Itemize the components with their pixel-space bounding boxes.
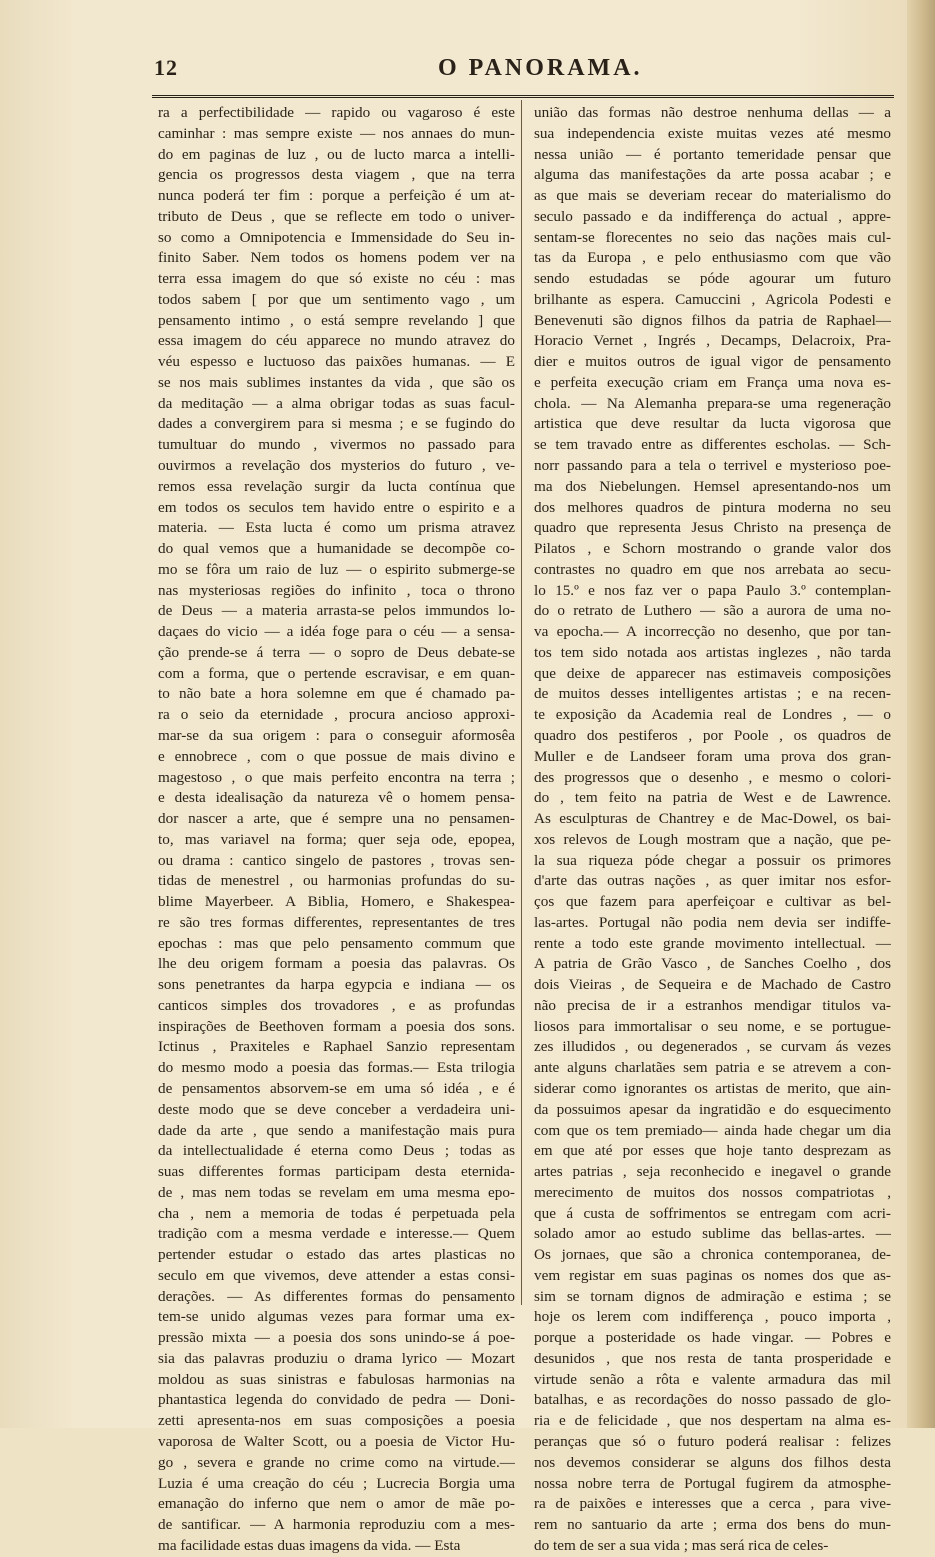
text-line: hoje os lerem com indifferença , pouco importa ,: [534, 1308, 891, 1326]
text-line: deste modo que se deve conceber a verdadeira uni-: [158, 1100, 515, 1118]
text-line: ra a perfectibilidade — rapido ou vagaroso é este: [158, 104, 515, 121]
text-line: zes illudidos , ou degenerados , se curvam ás vezes: [534, 1038, 891, 1056]
text-line: tidas de menestrel , ou harmonias profundas do su-: [158, 872, 515, 890]
text-line: virtude senão a rôta e valente armadura das mil: [534, 1370, 891, 1388]
text-line: da possuimos apesar da ingratidão e do esquecimento: [534, 1100, 891, 1118]
text-line: sons penetrantes da harpa egypcia e indiana — os: [158, 976, 515, 994]
text-line: sua independencia existe muitas vezes até mesmo: [534, 124, 891, 142]
text-line: A patria de Grão Vasco , de Sanches Coelho , dos: [534, 955, 891, 973]
text-line: vaporosa de Walter Scott, ou a poesia de Victor Hu-: [158, 1433, 515, 1450]
text-line: dier e muitos outros de igual vigor de pensamento: [534, 353, 891, 371]
text-line: ouvirmos a revelação dos mysterios do futuro , ve-: [158, 457, 515, 475]
text-line: dor nascer a arte, que é sempre una no pensamen-: [158, 810, 515, 828]
text-line: as que mais se deveriam recear do materialismo do: [534, 187, 891, 205]
text-line: caminhar : mas sempre existe — nos annaes do mun-: [158, 124, 515, 142]
text-line: contrastes no quadro em que nos arrebata ao secu-: [534, 560, 891, 578]
text-line: artes patrias , seja reconhecido e inegavel o grande: [534, 1163, 891, 1181]
text-line: xos relevos de Lough mostram que a nação, que pe-: [534, 830, 891, 848]
text-line: do tem de ser a sua vida ; mas será rica de celes-: [534, 1536, 829, 1554]
text-line: norr passando para a tela o terrivel e mysterioso poe-: [534, 457, 891, 475]
text-line: nos devemos considerar se alguns dos filhos desta: [534, 1453, 891, 1471]
text-line: pertender estudar o estado das artes plasticas no: [158, 1246, 515, 1264]
column-divider: [521, 100, 522, 1305]
text-line: Luzia é uma creação do céu ; Lucrecia Borgia uma: [158, 1474, 515, 1492]
text-line: de santificar. — A harmonia reproduziu com a mes-: [158, 1516, 515, 1534]
text-line: pensamento intimo , o está sempre revelando ] que: [158, 311, 515, 329]
text-line: ou drama : cantico singelo de pastores , trovas sen-: [158, 851, 515, 869]
text-line: des progressos que o desenho , e mesmo o colori-: [534, 768, 891, 786]
text-line: do o retrato de Luthero — são a aurora de uma no-: [534, 602, 891, 620]
text-line: phantastica legenda do convidado de pedra — Doni-: [158, 1391, 515, 1409]
text-line: nessa união — é portanto temeridade pensar que: [534, 145, 891, 163]
text-line: inspirações de Beethoven formam a poesia dos sons.: [158, 1017, 515, 1035]
text-line: porque a posteridade os hade vingar. — Pobres e: [534, 1329, 891, 1347]
text-line: mo se fôra um raio de luz — o espirito submerge-se: [158, 560, 515, 578]
text-line: liosos para immortalisar o seu nome, e se portugue-: [534, 1017, 891, 1035]
text-line: ria e de felicidade , que nos despertam na alma es-: [534, 1412, 891, 1430]
text-line: cha , nem a memoria de todas é perpetuada pela: [158, 1204, 515, 1222]
text-line: de Deus — a materia arrasta-se pelos immundos lo-: [158, 602, 515, 620]
text-line: to não bate a hora solemne em que é chamado pa-: [158, 685, 515, 703]
text-line: nas mysteriosas regiões do infinito , toca o throno: [158, 581, 515, 599]
header-rule: [152, 95, 894, 98]
text-line: canticos simples dos trovadores , e as profundas: [158, 996, 515, 1014]
text-line: solado amor ao estudo sublime das bellas-artes. —: [534, 1225, 891, 1243]
text-line: com que os tem premiado— ainda hade chegar um dia: [534, 1121, 891, 1139]
text-line: daçaes do vicio — a idéa foge para o céu — a sensa-: [158, 623, 515, 641]
text-line: terra essa imagem do que só existe no céu : mas: [158, 270, 515, 288]
text-line: do em paginas de luz , ou de lucto marca a intelli-: [158, 145, 515, 163]
text-line: sendo estudadas se póde agourar um futuro: [534, 270, 891, 288]
text-line: tos tem sido notada aos artistas inglezes , não tarda: [534, 643, 891, 661]
text-line: sia das palavras produziu o drama lyrico — Mozart: [158, 1349, 515, 1367]
text-line: rente a todo este grande movimento intellectual. —: [534, 934, 891, 952]
text-line: la sua riqueza póde chegar a possuir os primores: [534, 851, 891, 869]
text-line: remos essa revelação surgir da lucta contínua que: [158, 477, 515, 495]
text-line: to, mas variavel na forma; quer seja ode, epopea,: [158, 830, 515, 848]
text-line: seculo passado e da indifferença do actual , appre-: [534, 207, 891, 225]
text-line: tributo de Deus , que se reflecte em todo o univer-: [158, 207, 515, 225]
text-line: seculo em que vivemos, deve attender a estas consi-: [158, 1266, 515, 1284]
text-line: so como a Omnipotencia e Immensidade do Seu in-: [158, 228, 515, 246]
text-line: finito Saber. Nem todos os homens podem ver na: [158, 249, 515, 267]
journal-title: O PANORAMA.: [438, 55, 643, 81]
text-line: Horacio Vernet , Ingrés , Decamps, Delacroix, Pra-: [534, 332, 891, 350]
text-line: As esculpturas de Chantrey e de Mac-Dowel, os bai-: [534, 810, 891, 828]
text-line: magestoso , o que mais perfeito encontra na terra ;: [158, 768, 515, 786]
text-line: siderar como ignorantes os artistas de merito, que ain-: [534, 1079, 891, 1097]
text-line: da intellectualidade é eterna como Deus ; todas as: [158, 1142, 515, 1160]
text-line: Ictinus , Praxiteles e Raphael Sanzio representam: [158, 1038, 515, 1056]
text-line: batalhas, e as recordações do nosso passado de glo-: [534, 1391, 891, 1409]
text-line: todos sabem [ por que um sentimento vago , um: [158, 290, 515, 308]
text-line: sim se tornam dignos de admiração e estima ; se: [534, 1287, 891, 1305]
text-line: chola. — Na Alemanha prepara-se uma regeneração: [534, 394, 891, 412]
right-column: [534, 103, 891, 1557]
text-line: ra o seio da eternidade , procura ancioso approxi-: [158, 706, 515, 724]
text-line: tradição com a mesma verdade e interesse.— Quem: [158, 1225, 515, 1243]
text-line: mar-se da sua origem : para o conseguir aformosêa: [158, 726, 515, 744]
text-line: dos melhores quadros de pintura moderna no seu: [534, 498, 891, 516]
text-line: com a forma, que o pertende escravisar, e em quan-: [158, 664, 515, 682]
text-line: desunidos , que nos resta de tanta prosperidade e: [534, 1349, 891, 1367]
text-line: las-artes. Portugal não podia nem devia ser indiffe-: [534, 913, 891, 931]
text-line: quadro que representa Jesus Christo na presença de: [534, 519, 891, 537]
text-line: suas differentes formas participam desta eternida-: [158, 1163, 515, 1181]
text-line: Os jornaes, que são a chronica contemporanea, de-: [534, 1246, 891, 1264]
text-line: rem no santuario da arte ; erma dos bens do mun-: [534, 1516, 891, 1534]
text-line: dades a convergirem para si mesma ; e se fugindo do: [158, 415, 515, 433]
text-line: tas da Europa , e pelo enthusiasmo com que vão: [534, 249, 891, 267]
text-line: emanação do inferno que nem o amor de mãe po-: [158, 1495, 515, 1513]
text-line: merecimento de muitos dos nossos compatriotas ,: [534, 1183, 891, 1201]
text-line: materia. — Esta lucta é como um prisma atravez: [158, 519, 515, 537]
text-line: se tem travado entre as differentes escholas. — Sch-: [534, 436, 891, 454]
text-line: ma dos Niebelungen. Hemsel apresentando-nos um: [534, 477, 891, 495]
text-line: tem-se unido algumas vezes para formar uma ex-: [158, 1308, 515, 1326]
text-line: que á custa de soffrimentos se entregam com acri-: [534, 1204, 891, 1222]
text-line: e desta idealisação da natureza vê o homem pensa-: [158, 789, 515, 807]
text-line: ma facilidade estas duas imagens da vida. — Esta: [158, 1536, 461, 1554]
text-line: Pilatos , e Schorn mostrando o grande valor dos: [534, 540, 891, 558]
left-column: [158, 103, 515, 1557]
text-line: gencia os progressos desta viagem , que na terra: [158, 166, 515, 184]
text-line: se nos mais sublimes instantes da vida , que são os: [158, 373, 515, 391]
text-line: moldou as suas sinistras e fabulosas harmonias na: [158, 1370, 515, 1388]
text-line: de , mas nem todas se revelam em uma mesma epo-: [158, 1183, 515, 1201]
text-line: em todos os seculos tem havido entre o espirito e a: [158, 498, 515, 516]
text-line: peranças que só o futuro poderá realisar : felizes: [534, 1433, 891, 1450]
text-line: pressão mixta — a poesia dos sons unindo-se á poe-: [158, 1329, 515, 1347]
text-line: essa imagem do céu apparece no mundo atravez do: [158, 332, 515, 350]
text-line: tumultuar do mundo , vivermos no passado para: [158, 436, 515, 454]
text-line: epochas : mas que pelo pensamento commum que: [158, 934, 515, 952]
page-edge: [907, 0, 935, 1428]
text-line: do qual vemos que a humanidade se decompõe co-: [158, 540, 515, 558]
text-line: que deixe de apparecer nas estimaveis composições: [534, 664, 891, 682]
text-line: dade da arte , que sendo a manifestação mais pura: [158, 1121, 515, 1139]
page-header: [152, 55, 894, 89]
text-line: Benevenuti são dignos filhos da patria de Raphael—: [534, 311, 891, 329]
text-line: dois Vieiras , de Sequeira e de Machado de Castro: [534, 976, 891, 994]
text-line: lo 15.º e nos faz ver o papa Paulo 3.º contemplan-: [534, 581, 891, 599]
text-line: de pensamentos absorvem-se em uma só idéa , e é: [158, 1079, 515, 1097]
text-line: re são tres formas differentes, representantes de tres: [158, 913, 515, 931]
text-line: Muller e de Landseer foram uma prova dos gran-: [534, 747, 891, 765]
text-line: em que até por esses que hoje tanto desprezam as: [534, 1142, 891, 1160]
text-line: go , severa e grande no crime como na virtude.—: [158, 1453, 515, 1471]
text-line: lhe deu origem formam a poesia das palavras. Os: [158, 955, 515, 973]
text-line: ra de paixões e interesses que a cerca , para vive-: [534, 1495, 891, 1513]
text-line: nossa nobre terra de Portugal fugirem da atmosphe-: [534, 1474, 891, 1492]
text-line: de muitos desses intelligentes artistas ; e na recen-: [534, 685, 891, 703]
text-line: vem registar em suas paginas os nomes dos que as-: [534, 1266, 891, 1284]
text-line: da meditação — a alma obrigar todas as suas facul-: [158, 394, 515, 412]
text-line: derações. — As differentes formas do pensamento: [158, 1287, 515, 1305]
text-line: véu espesso e luctuoso das paixões humanas. — E: [158, 353, 515, 371]
page-number: 12: [154, 55, 178, 80]
text-line: do mesmo modo a poesia das formas.— Esta trilogia: [158, 1059, 515, 1077]
text-line: alguma das manifestações da arte possa acabar ; e: [534, 166, 891, 184]
text-line: ços que fazem para aperfeiçoar e cultivar as bel-: [534, 893, 891, 911]
text-line: do , tem feito na patria de West e de Lawrence.: [534, 789, 891, 807]
text-line: ção prende-se á terra — o sopro de Deus debate-se: [158, 643, 515, 661]
text-line: te exposição da Academia real de Londres , — o: [534, 706, 891, 724]
text-line: nunca poderá ter fim : porque a perfeição é um at-: [158, 187, 515, 205]
text-line: brilhante as espera. Camuccini , Agricola Podesti e: [534, 290, 891, 308]
text-line: d'arte das outras nações , as quer imitar nos esfor-: [534, 872, 891, 890]
text-line: sentam-se florecentes no seio das nações mais cul-: [534, 228, 891, 246]
text-line: va epocha.— A incorrecção no desenho, que por tan-: [534, 623, 891, 641]
text-line: zetti apresenta-nos em suas composições a poesia: [158, 1412, 515, 1430]
text-line: não precisa de ir a estranhos mendigar titulos va-: [534, 996, 891, 1014]
text-line: e perfeita execução criam em França uma nova es-: [534, 373, 891, 391]
text-line: união das formas não destroe nenhuma dellas — a: [534, 104, 891, 121]
text-line: quadro dos pestiferos , por Poole , os quadros de: [534, 726, 891, 744]
text-line: ante alguns charlatães sem patria e se atrevem a con-: [534, 1059, 891, 1077]
text-line: blime Mayerbeer. A Biblia, Homero, e Shakespea-: [158, 893, 515, 911]
text-line: e ennobrece , com o que possue de mais divino e: [158, 747, 515, 765]
text-line: artistica que deve resultar da lucta vigorosa que: [534, 415, 891, 433]
